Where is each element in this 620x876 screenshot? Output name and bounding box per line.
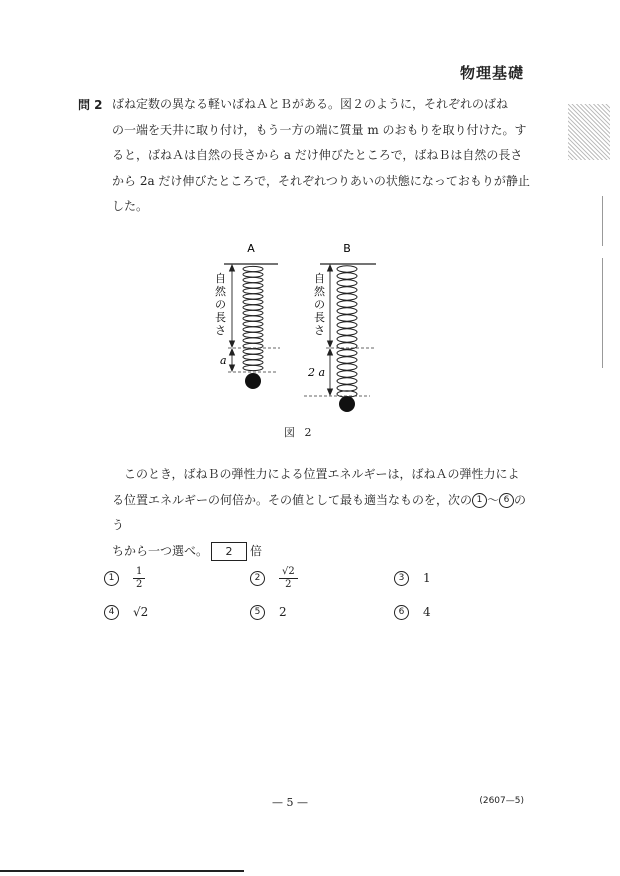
prompt-line-3-post: 倍 (250, 543, 263, 558)
prompt-line (112, 539, 532, 565)
choice-value: 2 (279, 605, 287, 619)
weight-b (339, 396, 355, 412)
figure-caption: 図 2 (284, 426, 315, 439)
prompt-line (112, 488, 532, 539)
question-line: から 2a だけ伸びたところで，それぞれつりあいの状態になっておもりが静止 (112, 173, 530, 188)
extension-label-a: a (220, 354, 227, 367)
fraction-numerator: 1 (133, 566, 145, 579)
prompt-text (112, 462, 532, 564)
prompt-line-3-pre: ちから一つ選べ。 (112, 543, 209, 558)
spring-b (337, 266, 357, 412)
choice-1[interactable] (104, 566, 145, 590)
prompt-line (112, 462, 532, 488)
choice-value (133, 566, 145, 591)
extension-label-b: 2 a (308, 366, 326, 379)
question-line: ばね定数の異なる軽いばねＡとＢがある。図２のように，それぞれのばね (112, 97, 509, 111)
natural-length-char: の (314, 298, 325, 311)
choice-number: 5 (250, 605, 265, 620)
choice-value: 4 (423, 605, 431, 619)
range-start-marker: 1 (472, 493, 487, 508)
margin-line (602, 258, 603, 368)
natural-length-char: 長 (314, 311, 325, 324)
margin-line (602, 196, 603, 246)
answer-box[interactable]: 2 (211, 542, 247, 561)
natural-length-label-b (314, 272, 329, 337)
choice-6[interactable] (394, 600, 431, 624)
fraction-denominator: 2 (136, 578, 143, 590)
subject-title: 物理基礎 (459, 64, 524, 82)
choice-2[interactable] (250, 566, 298, 590)
exam-code: (2607—5) (479, 796, 524, 806)
choice-value (279, 566, 298, 591)
prompt-line-2-post: のう (112, 492, 527, 532)
choice-number: 2 (250, 571, 265, 586)
choice-4[interactable] (104, 600, 148, 624)
question-line: ると，ばねＡは自然の長さから a だけ伸びたところで，ばねＢは自然の長さ (112, 148, 523, 162)
choice-5[interactable] (250, 600, 287, 624)
page-number: — 5 — (272, 796, 308, 809)
fraction-denominator: 2 (285, 578, 292, 590)
choice-number: 3 (394, 571, 409, 586)
choice-value: 1 (423, 571, 431, 585)
natural-length-char: 然 (314, 285, 325, 298)
range-end-marker: 6 (499, 493, 514, 508)
natural-length-char: さ (215, 324, 226, 337)
spring-b-label: B (343, 242, 351, 255)
natural-length-char: 然 (215, 285, 226, 298)
fraction-numerator: √2 (279, 566, 298, 579)
prompt-line-2-pre: る位置エネルギーの何倍か。その値として最も適当なものを，次の (112, 492, 473, 507)
prompt-line-1: このとき，ばねＢの弾性力による位置エネルギーは，ばねＡの弾性力によ (124, 467, 520, 481)
margin-stamp (568, 104, 610, 160)
choice-number: 1 (104, 571, 119, 586)
natural-length-char: さ (314, 324, 325, 337)
spring-a (243, 266, 263, 389)
choice-number: 4 (104, 605, 119, 620)
spring-a-label: A (247, 242, 255, 255)
natural-length-char: 自 (215, 272, 226, 285)
question-number: 問 2 (78, 98, 103, 112)
question-text (112, 92, 532, 220)
natural-length-label-a (215, 272, 230, 337)
question-line: した。 (112, 199, 149, 213)
natural-length-char: 自 (314, 272, 325, 285)
choice-3[interactable] (394, 566, 431, 590)
natural-length-char: 長 (215, 311, 226, 324)
question-line: の一端を天井に取り付け，もう一方の端に質量 m のおもりを取り付けた。す (112, 122, 527, 137)
range-separator: 〜 (487, 492, 500, 507)
choice-number: 6 (394, 605, 409, 620)
choice-value: √2 (133, 605, 149, 619)
weight-a (245, 373, 261, 389)
bottom-rule (0, 870, 244, 872)
natural-length-char: の (215, 298, 226, 311)
spring-figure (180, 236, 420, 422)
